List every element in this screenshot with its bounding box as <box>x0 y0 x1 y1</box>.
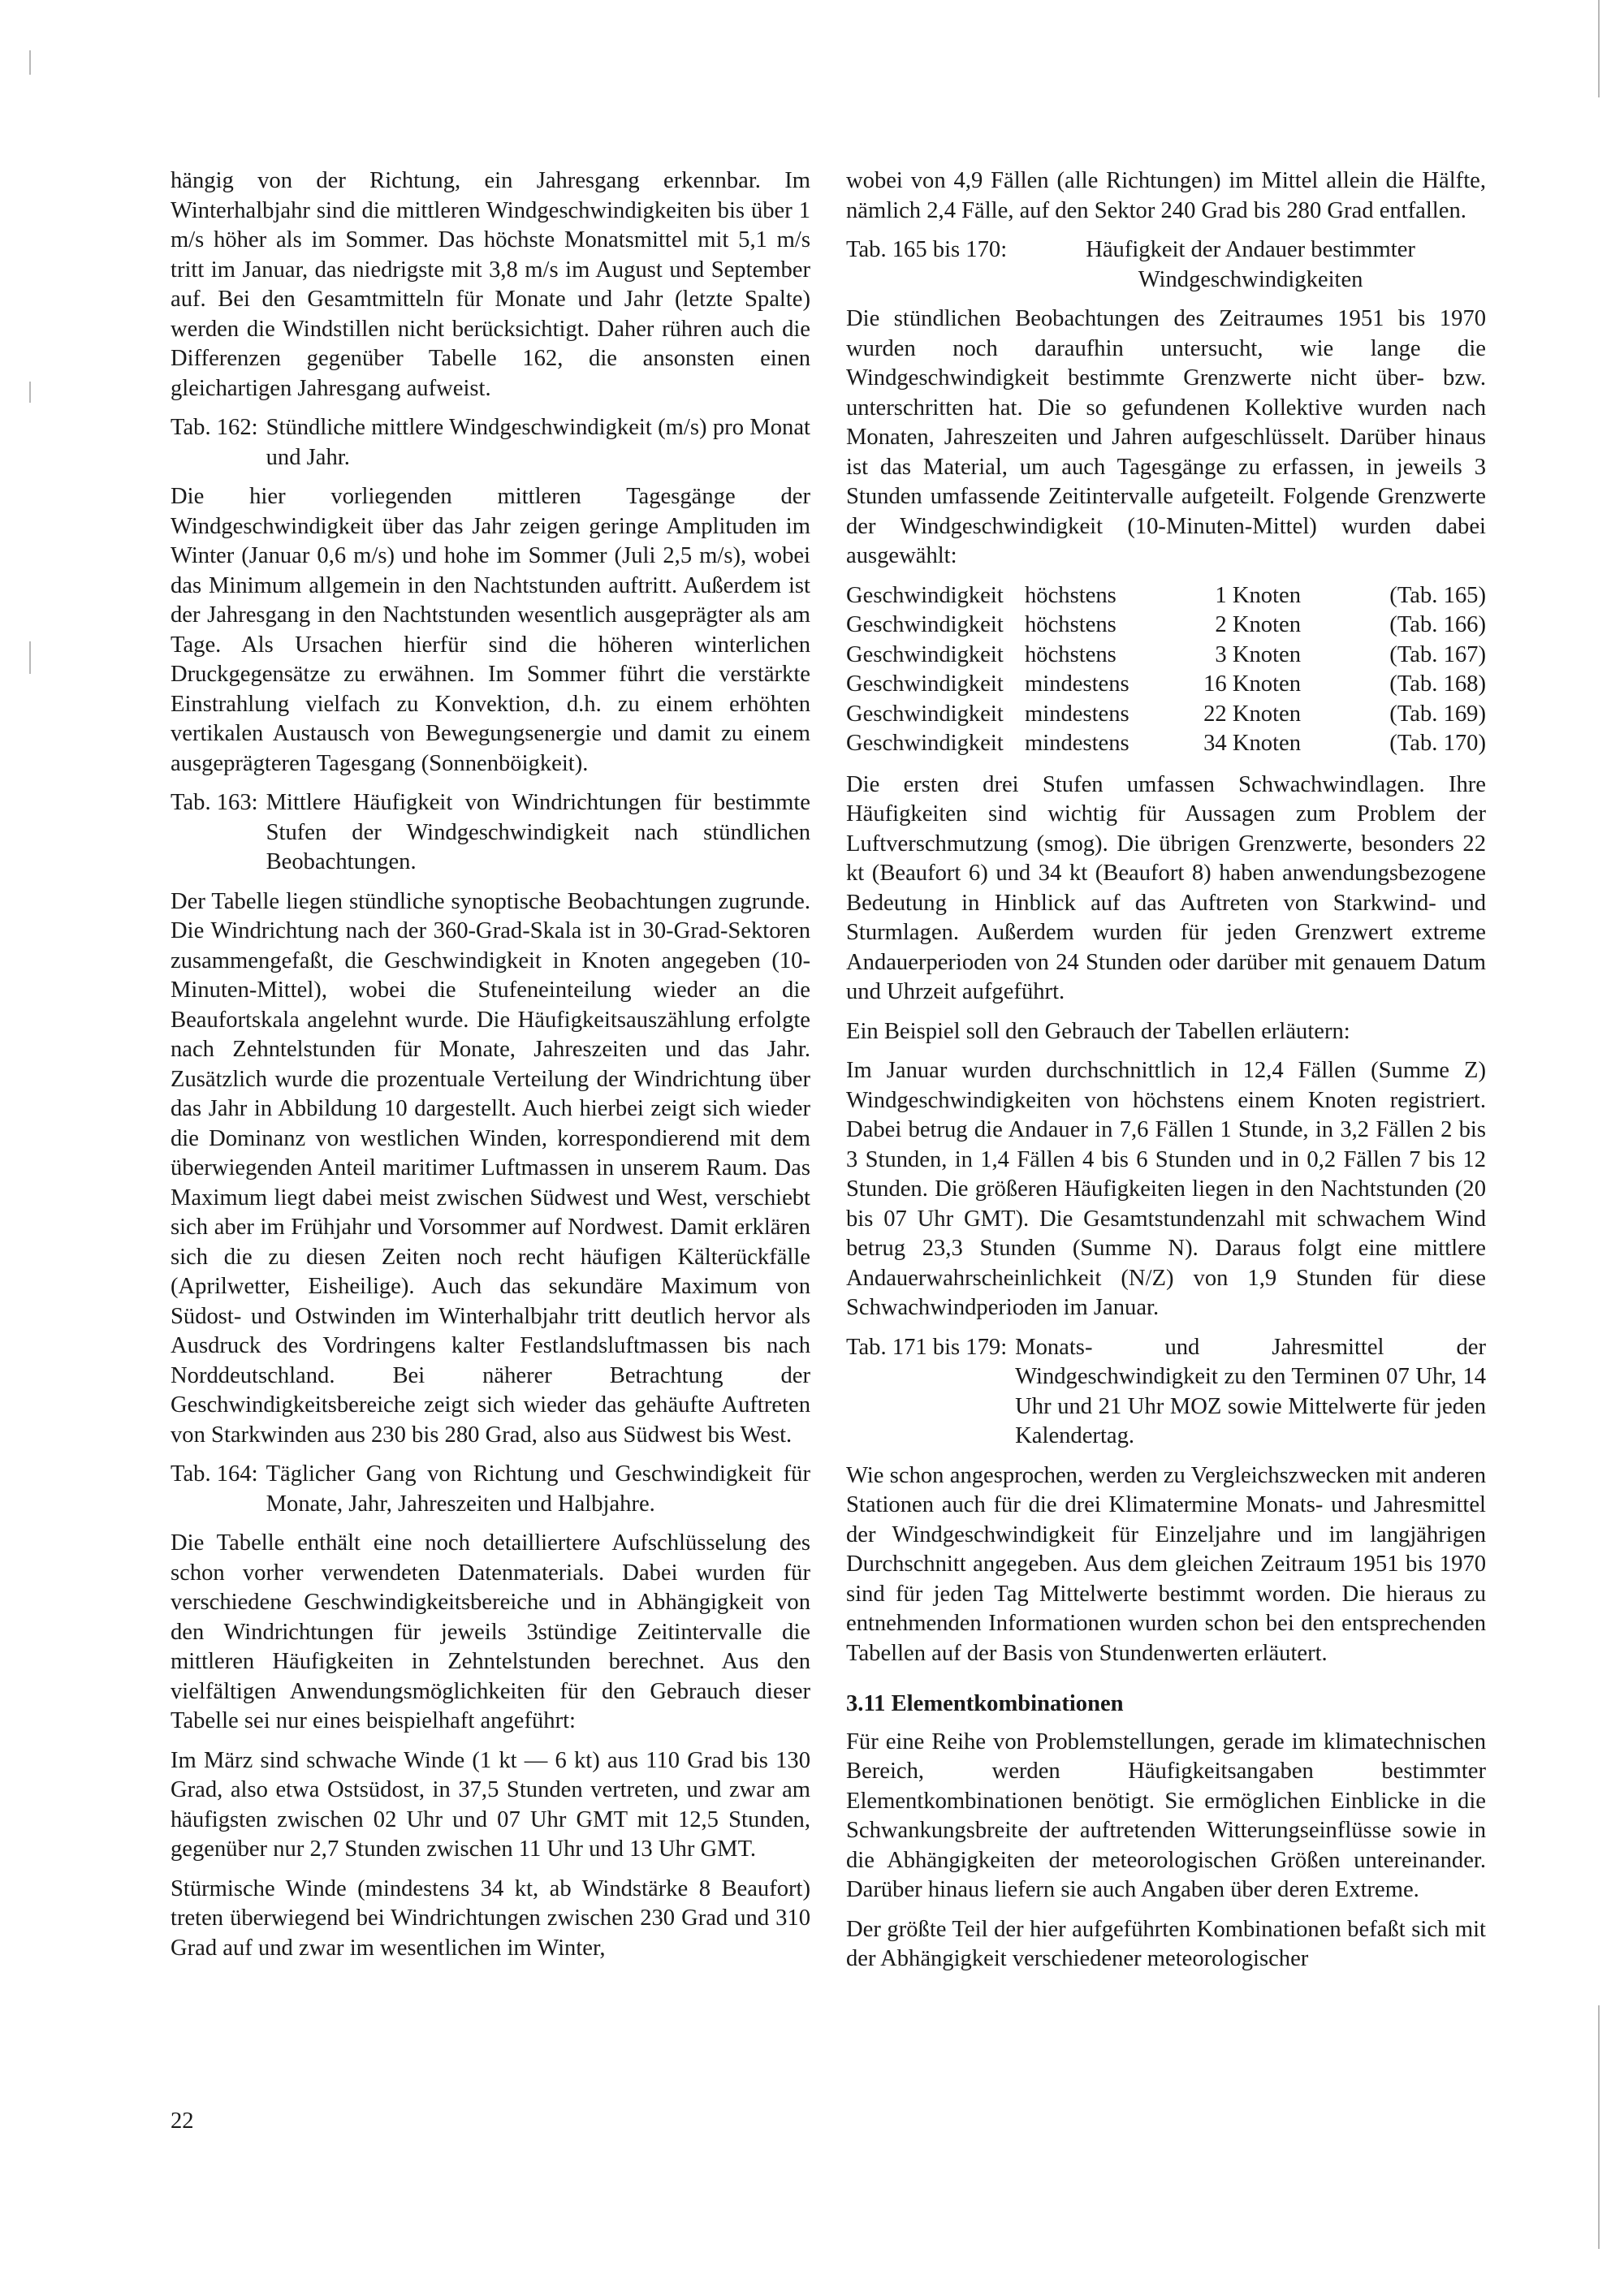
threshold-value: 1 Knoten <box>1215 582 1301 608</box>
left-column <box>171 166 810 1973</box>
paragraph: Stürmische Winde (mindestens 34 kt, ab Windstärke 8 Beaufort) treten überwiegend bei Windrichtungen zwischen 230 Grad und 310 Grad auf und zwar im wesentlichen im Winter, <box>171 1875 810 1961</box>
threshold-quantity: Geschwindigkeit <box>846 612 1004 637</box>
threshold-row <box>846 641 1486 671</box>
threshold-value: 16 Knoten <box>1203 671 1301 697</box>
threshold-row <box>846 611 1486 641</box>
threshold-quantity: Geschwindigkeit <box>846 701 1004 727</box>
table-caption-164 <box>171 1460 810 1519</box>
table-caption-162 <box>171 413 810 473</box>
threshold-row <box>846 670 1486 700</box>
paragraph: Die Tabelle enthält eine noch detailliertere Aufschlüsselung des schon vorher verwendeten Datenmaterials. Dabei wurden für verschiedene Geschwindigkeitsbereiche und in Abhängigkeit von den Windrichtungen für jeweils 3stündige Zeitintervalle die mittleren Häufigkeiten in Zehntelstunden berechnet. Aus den vielfältigen Anwendungsmöglichkeiten für den Gebrauch dieser Tabelle sei nur eines beispielhaft angeführt: <box>171 1530 810 1733</box>
threshold-row <box>846 700 1486 730</box>
scan-edge-mark-bottom-right <box>1598 2005 1600 2249</box>
paragraph: Der größte Teil der hier aufgeführten Kombinationen befaßt sich mit der Abhängigkeit verschiedener meteorologischer <box>846 1916 1486 1971</box>
threshold-value: 22 Knoten <box>1203 701 1301 727</box>
paragraph: Der Tabelle liegen stündliche synoptische Beobachtungen zugrunde. Die Windrichtung nach der 360-Grad-Skala ist in 30-Grad-Sektoren zusammengefaßt, die Geschwindigkeit in Knoten angegeben (10-Minuten-Mittel), wobei die Stufeneinteilung wieder an die Beaufortskala angelehnt wurde. Die Häufigkeitsauszählung erfolgte nach Zehntelstunden für Monate, Jahreszeiten und das Jahr. Zusätzlich wurde die prozentuale Verteilung der Windrichtung über das Jahr in Abbildung 10 dargestellt. Auch hierbei zeigt sich wieder die Dominanz von westlichen Winden, korrespondierend mit dem überwiegenden Anteil maritimer Luftmassen in unserem Raum. Das Maximum liegt dabei meist zwischen Südwest und West, verschiebt sich aber im Frühjahr und Vorsommer auf Nordwest. Damit erklären sich die zu diesen Zeiten noch recht häufigen Kälterückfälle (Aprilwetter, Eisheilige). Auch das sekundäre Maximum von Südost- und Ostwinden im Winterhalbjahr tritt deutlich hervor als Ausdruck des Vordringens kalter Festlandsluftmassen bis nach Norddeutschland. Bei näherer Betrachtung der Geschwindigkeitsbereiche zeigt sich wieder das gehäufte Auftreten von Starkwinden aus 230 bis 280 Grad, also aus Südwest bis West. <box>171 888 810 1448</box>
threshold-kind: mindestens <box>1025 731 1129 756</box>
threshold-quantity: Geschwindigkeit <box>846 671 1004 697</box>
paragraph: hängig von der Richtung, ein Jahresgang erkennbar. Im Winterhalbjahr sind die mittleren Windgeschwindigkeiten bis über 1 m/s höher als im Sommer. Das höchste Monatsmittel mit 5,1 m/s tritt im Januar, das niedrigste mit 3,8 m/s im August und September auf. Bei den Gesamtmitteln für Monate und Jahr (letzte Spalte) werden die Windstillen nicht berücksichtigt. Daher rühren auch die Differenzen gegenüber Tabelle 162, die ansonsten einen gleichartigen Jahresgang aufweist. <box>171 168 810 401</box>
threshold-kind: höchstens <box>1025 582 1116 608</box>
threshold-quantity: Geschwindigkeit <box>846 641 1004 667</box>
scan-edge-mark-left-2 <box>29 382 31 403</box>
threshold-value: 3 Knoten <box>1215 641 1301 667</box>
threshold-row <box>846 729 1486 759</box>
paragraph: Die hier vorliegenden mittleren Tagesgänge der Windgeschwindigkeit über das Jahr zeigen geringe Amplituden im Winter (Januar 0,6 m/s) und hohe im Sommer (Juli 2,5 m/s), wobei das Minimum allgemein in den Nachtstunden auftritt. Außerdem ist der Jahresgang in den Nachtstunden wesentlich ausgeprägter als am Tage. Als Ursachen hierfür sind die höheren winterlichen Druckgegensätze zu erwähnen. Im Sommer führt die verstärkte Einstrahlung vielfach zu Konvektion, d.h. zu einem erhöhten vertikalen Austausch von Bewegungsenergie und damit zu einem ausgeprägteren Tagesgang (Sonnenböigkeit). <box>171 484 810 776</box>
threshold-table-ref: (Tab. 170) <box>1389 731 1486 756</box>
table-caption-171-179 <box>846 1333 1486 1452</box>
threshold-table-ref: (Tab. 167) <box>1389 641 1486 667</box>
threshold-table-ref: (Tab. 165) <box>1389 582 1486 608</box>
threshold-table-ref: (Tab. 169) <box>1389 701 1486 727</box>
caption-label: Tab. 165 bis 170: <box>846 237 1008 262</box>
paragraph: Die stündlichen Beobachtungen des Zeitraumes 1951 bis 1970 wurden noch daraufhin untersucht, wie lange die Windgeschwindigkeit bestimmte Grenzwerte nicht über- bzw. unterschritten hat. Die so gefundenen Kollektive wurden nach Monaten, Jahreszeiten und Jahren aufgeschlüsselt. Darüber hinaus ist das Material, um auch Tagesgänge zu erfassen, in jeweils 3 Stunden umfassende Zeitintervalle aufgeteilt. Folgende Grenzwerte der Windgeschwindigkeit (10-Minuten-Mittel) wurden dabei ausgewählt: <box>846 306 1486 568</box>
caption-text: Häufigkeit der Andauer bestimmter Windgeschwindigkeiten <box>1086 237 1415 292</box>
scan-edge-mark-left-1 <box>29 50 31 75</box>
caption-label: Tab. 162: <box>171 415 258 440</box>
caption-text: Mittlere Häufigkeit von Windrichtungen für bestimmte Stufen der Windgeschwindigkeit nach stündlichen Beobachtungen. <box>266 790 810 874</box>
paragraph: Im März sind schwache Winde (1 kt — 6 kt) aus 110 Grad bis 130 Grad, also etwa Ostsüdost, in 37,5 Stunden vertreten, und zwar am häufigsten zwischen 02 Uhr und 07 Uhr GMT mit 12,5 Stunden, gegenüber nur 2,7 Stunden zwischen 11 Uhr und 13 Uhr GMT. <box>171 1747 810 1862</box>
threshold-kind: mindestens <box>1025 671 1129 697</box>
threshold-table-ref: (Tab. 168) <box>1389 671 1486 697</box>
paragraph: Ein Beispiel soll den Gebrauch der Tabellen erläutern: <box>846 1018 1350 1044</box>
paragraph: Wie schon angesprochen, werden zu Vergleichszwecken mit anderen Stationen auch für die drei Klimatermine Monats- und Jahresmittel der Windgeschwindigkeit für Einzeljahre und im langjährigen Durchschnitt angegeben. Aus dem gleichen Zeitraum 1951 bis 1970 sind für jeden Tag Mittelwerte bestimmt worden. Die hieraus zu entnehmenden Informationen wurden schon bei den entsprechenden Tabellen auf der Basis von Stundenwerten erläutert. <box>846 1462 1486 1666</box>
threshold-kind: höchstens <box>1025 641 1116 667</box>
right-column <box>846 166 1486 1984</box>
scan-edge-mark-left-3 <box>29 641 31 674</box>
table-caption-163 <box>171 788 810 878</box>
section-heading: 3.11 Elementkombinationen <box>846 1691 1124 1716</box>
paragraph: wobei von 4,9 Fällen (alle Richtungen) im Mittel allein die Hälfte, nämlich 2,4 Fälle, auf den Sektor 240 Grad bis 280 Grad entfallen. <box>846 168 1486 223</box>
paragraph: Im Januar wurden durchschnittlich in 12,4 Fällen (Summe Z) Windgeschwindigkeiten von höchstens einem Knoten registriert. Dabei betrug die Andauer in 7,6 Fällen 1 Stunde, in 3,2 Fällen 2 bis 3 Stunden, in 1,4 Fällen 4 bis 6 Stunden und in 0,2 Fällen 7 bis 12 Stunden. Die größeren Häufigkeiten liegen in den Nachtstunden (20 bis 07 Uhr GMT). Die Gesamtstundenzahl mit schwachem Wind betrug 23,3 Stunden (Summe N). Daraus folgt eine mittlere Andauerwahrscheinlichkeit (N/Z) von 1,9 Stunden für diese Schwachwindperioden im Januar. <box>846 1058 1486 1320</box>
caption-text: Monats- und Jahresmittel der Windgeschwindigkeit zu den Terminen 07 Uhr, 14 Uhr und 21 Uhr MOZ sowie Mittelwerte für jeden Kalendertag. <box>1015 1334 1486 1448</box>
caption-label: Tab. 163: <box>171 790 258 815</box>
caption-label: Tab. 171 bis 179: <box>846 1334 1008 1360</box>
threshold-table-ref: (Tab. 166) <box>1389 612 1486 637</box>
table-caption-165-170 <box>846 235 1486 295</box>
page-number: 22 <box>171 2108 194 2134</box>
caption-text: Täglicher Gang von Richtung und Geschwindigkeit für Monate, Jahr, Jahreszeiten und Halbjahre. <box>266 1461 810 1517</box>
threshold-quantity: Geschwindigkeit <box>846 582 1004 608</box>
threshold-row <box>846 581 1486 611</box>
threshold-value: 34 Knoten <box>1203 731 1301 756</box>
caption-label: Tab. 164: <box>171 1461 258 1487</box>
paragraph: Für eine Reihe von Problemstellungen, gerade im klimatechnischen Bereich, werden Häufigkeitsangaben bestimmter Elementkombinationen benötigt. Sie ermöglichen Einblicke in die Schwankungsbreite der auftretenden Witterungseinflüsse sowie in die Abhängigkeiten der meteorologischen Größen untereinander. Darüber hinaus liefern sie auch Angaben über deren Extreme. <box>846 1728 1486 1902</box>
paragraph: Die ersten drei Stufen umfassen Schwachwindlagen. Ihre Häufigkeiten sind wichtig für Aussagen zum Problem der Luftverschmutzung (smog). Die übrigen Grenzwerte, besonders 22 kt (Beaufort 6) und 34 kt (Beaufort 8) haben anwendungsbezogene Bedeutung in Hinblick auf das Auftreten von Starkwind- und Sturmlagen. Außerdem wurden für jeden Grenzwert extreme Andauerperioden von 24 Stunden oder darüber mit genauem Datum und Uhrzeit aufgeführt. <box>846 771 1486 1004</box>
scan-edge-mark-right <box>1598 0 1600 97</box>
threshold-value: 2 Knoten <box>1215 612 1301 637</box>
threshold-kind: mindestens <box>1025 701 1129 727</box>
caption-text: Stündliche mittlere Windgeschwindigkeit (m/s) pro Monat und Jahr. <box>266 415 810 470</box>
threshold-kind: höchstens <box>1025 612 1116 637</box>
threshold-quantity: Geschwindigkeit <box>846 731 1004 756</box>
threshold-list <box>846 581 1486 759</box>
